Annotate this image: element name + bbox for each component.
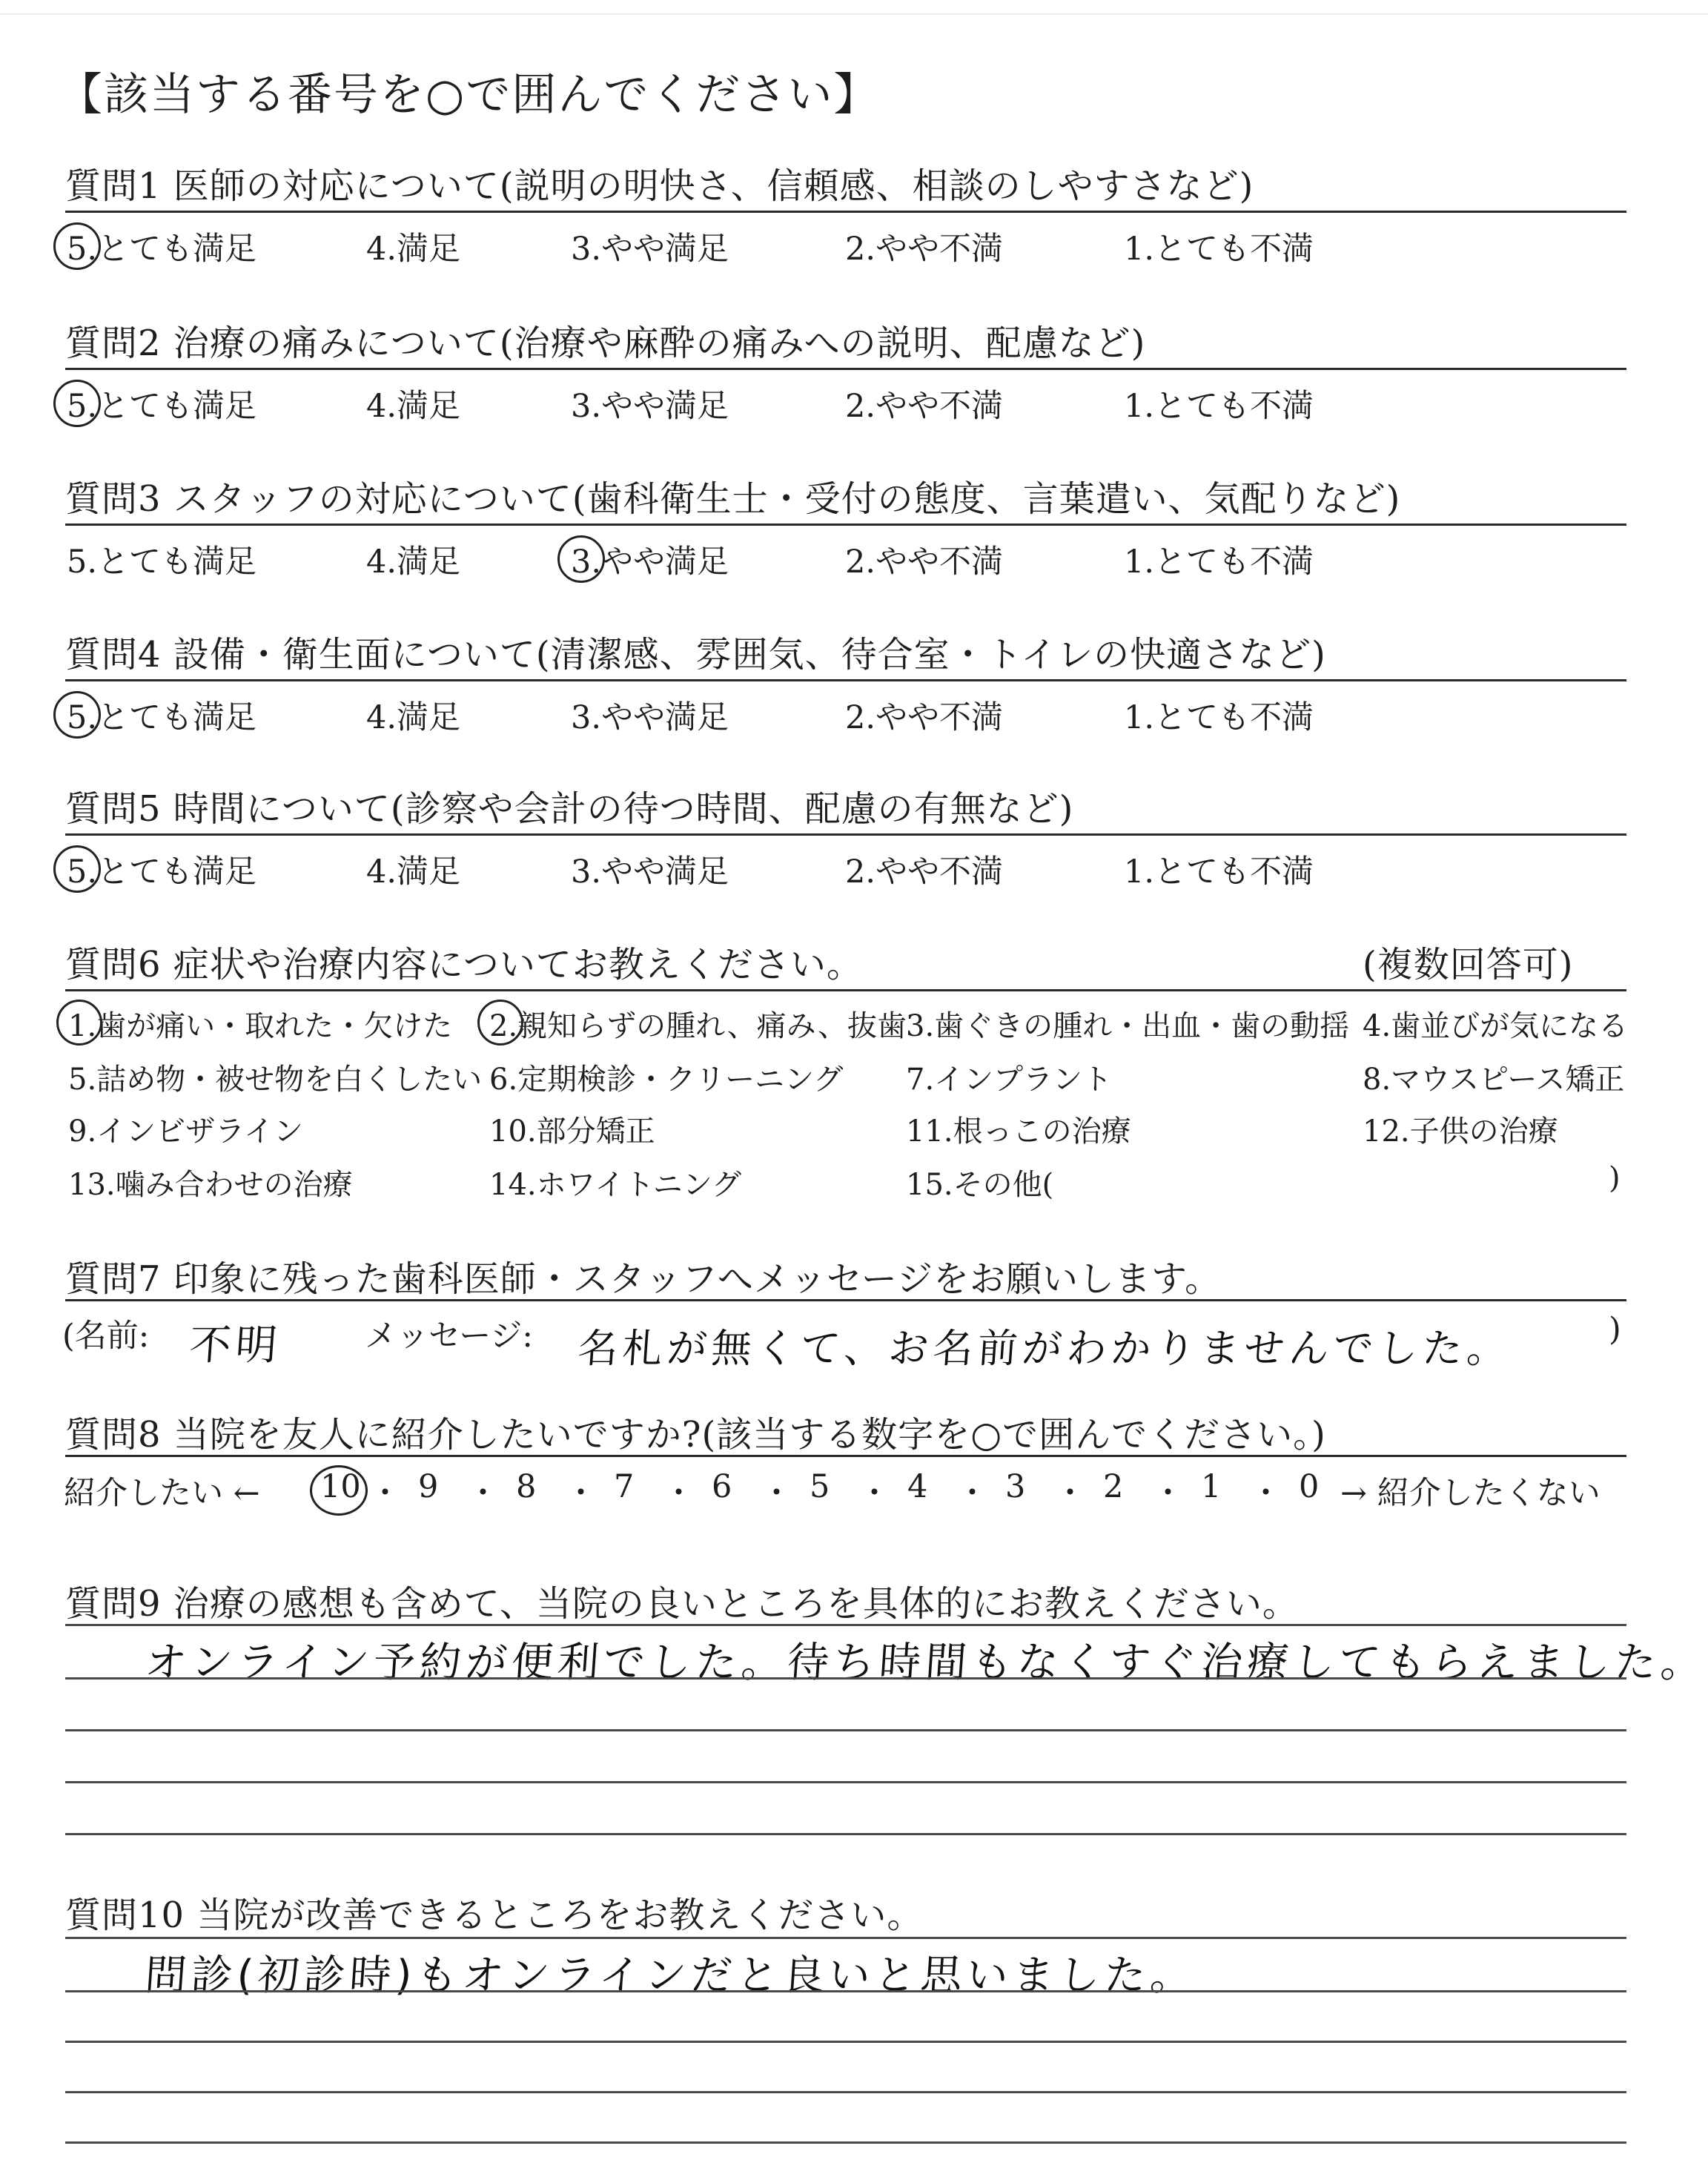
q6-label: 質問6 症状や治療内容についてお教えください。: [65, 944, 863, 985]
q6-rule: [65, 989, 1626, 991]
q8-scale-0[interactable]: 0: [1299, 1468, 1320, 1505]
q2-option-5[interactable]: 5.とても満足: [67, 388, 257, 425]
q2-option-3[interactable]: 3.やや満足: [571, 388, 729, 425]
q9-rule-5: [65, 1833, 1626, 1835]
q5-selection-circle: [53, 845, 101, 893]
q5-label: 質問5 時間について(診察や会計の待つ時間、配慮の有無など): [65, 788, 1074, 830]
q3-selection-circle: [557, 535, 605, 583]
q3-option-5[interactable]: 5.とても満足: [67, 544, 257, 581]
q8-scale-separator: ・: [1054, 1475, 1086, 1512]
q10-rule-3: [65, 2041, 1626, 2043]
q9-answer: オンライン予約が便利でした。待ち時間もなくすぐ治療してもらえました。: [143, 1639, 1708, 1687]
q8-scale-10[interactable]: 10: [320, 1468, 361, 1505]
q1-option-1[interactable]: 1.とても不満: [1124, 231, 1314, 268]
q8-scale-8[interactable]: 8: [516, 1468, 537, 1505]
scan-edge: [0, 13, 1708, 15]
q5-option-1[interactable]: 1.とても不満: [1124, 853, 1314, 891]
q7-close-paren: ): [1609, 1311, 1621, 1348]
q6-item-7[interactable]: 7.インプラント: [906, 1063, 1113, 1097]
q1-selection-circle: [53, 222, 101, 270]
q5-option-2[interactable]: 2.やや不満: [845, 853, 1004, 891]
q2-label: 質問2 治療の痛みについて(治療や麻酔の痛みへの説明、配慮など): [65, 323, 1146, 364]
q8-scale-separator: ・: [369, 1475, 401, 1512]
q8-scale-separator: ・: [663, 1475, 695, 1512]
q5-option-3[interactable]: 3.やや満足: [571, 853, 729, 891]
q6-item-9[interactable]: 9.インビザライン: [68, 1114, 303, 1149]
q6-item-12[interactable]: 12.子供の治療: [1363, 1114, 1558, 1149]
q8-scale-5[interactable]: 5: [810, 1468, 830, 1505]
q8-left-label: 紹介したい ←: [64, 1475, 260, 1512]
q6-item-10[interactable]: 10.部分矯正: [489, 1114, 655, 1149]
q10-answer: 問診(初診時)もオンラインだと良いと思いました。: [143, 1952, 1198, 2000]
q2-option-4[interactable]: 4.満足: [366, 388, 461, 425]
q3-option-2[interactable]: 2.やや不満: [845, 544, 1004, 581]
q6-item-15[interactable]: 15.その他(: [906, 1168, 1054, 1202]
q9-label: 質問9 治療の感想も含めて、当院の良いところを具体的にお教えください。: [65, 1583, 1299, 1625]
q8-scale-separator: ・: [858, 1475, 890, 1512]
q1-rule: [65, 211, 1626, 213]
q8-scale-separator: ・: [1152, 1475, 1184, 1512]
q8-scale-separator: ・: [761, 1475, 792, 1512]
q4-selection-circle: [53, 691, 101, 739]
q8-scale-4[interactable]: 4: [907, 1468, 928, 1505]
q6-item-8[interactable]: 8.マウスピース矯正: [1363, 1063, 1625, 1097]
q7-message-value: 名札が無くて、お名前がわかりませんでした。: [576, 1325, 1513, 1372]
q6-item-3[interactable]: 3.歯ぐきの腫れ・出血・歯の動揺: [906, 1009, 1350, 1043]
q3-rule: [65, 524, 1626, 526]
q6-item-1[interactable]: 1.歯が痛い・取れた・欠けた: [68, 1009, 453, 1043]
q8-scale-2[interactable]: 2: [1103, 1468, 1124, 1505]
q2-rule: [65, 368, 1626, 370]
q10-rule-2: [65, 1990, 1626, 1992]
q5-option-5[interactable]: 5.とても満足: [67, 853, 257, 891]
q8-label: 質問8 当院を友人に紹介したいですか?(該当する数字を○で囲んでください。): [65, 1414, 1326, 1456]
q8-right-label: → 紹介したくない: [1340, 1475, 1601, 1512]
q6-item-11[interactable]: 11.根っこの治療: [906, 1114, 1131, 1149]
q8-scale-6[interactable]: 6: [712, 1468, 732, 1505]
q4-option-5[interactable]: 5.とても満足: [67, 699, 257, 736]
q4-option-4[interactable]: 4.満足: [366, 699, 461, 736]
q7-label: 質問7 印象に残った歯科医師・スタッフへメッセージをお願いします。: [65, 1258, 1222, 1300]
q10-rule-5: [65, 2141, 1626, 2144]
q9-rule-2: [65, 1677, 1626, 1680]
q6-item-4[interactable]: 4.歯並びが気になる: [1363, 1009, 1629, 1043]
q4-option-2[interactable]: 2.やや不満: [845, 699, 1004, 736]
q9-rule-4: [65, 1781, 1626, 1783]
q8-scale-9[interactable]: 9: [418, 1468, 439, 1505]
page-title: 【該当する番号を○で囲んでください】: [58, 69, 880, 121]
q5-rule: [65, 833, 1626, 836]
q8-scale-separator: ・: [467, 1475, 499, 1512]
q2-option-2[interactable]: 2.やや不満: [845, 388, 1004, 425]
q4-rule: [65, 679, 1626, 681]
q6-selection-circle-2: [477, 1000, 523, 1046]
q2-option-1[interactable]: 1.とても不満: [1124, 388, 1314, 425]
q6-item-2[interactable]: 2.親知らずの腫れ、痛み、抜歯: [489, 1009, 907, 1043]
q9-rule-1: [65, 1624, 1626, 1626]
q7-rule: [65, 1299, 1626, 1301]
q6-item-5[interactable]: 5.詰め物・被せ物を白くしたい: [68, 1063, 483, 1097]
q9-rule-3: [65, 1729, 1626, 1731]
q4-option-3[interactable]: 3.やや満足: [571, 699, 729, 736]
q8-scale-separator: ・: [1250, 1475, 1282, 1512]
q6-note: (複数回答可): [1363, 944, 1574, 985]
q8-scale-separator: ・: [956, 1475, 988, 1512]
q1-option-3[interactable]: 3.やや満足: [571, 231, 729, 268]
q6-item-6[interactable]: 6.定期検診・クリーニング: [489, 1063, 844, 1097]
q8-scale-1[interactable]: 1: [1201, 1468, 1222, 1505]
q8-rule: [65, 1455, 1626, 1457]
q4-option-1[interactable]: 1.とても不満: [1124, 699, 1314, 736]
q5-option-4[interactable]: 4.満足: [366, 853, 461, 891]
q2-selection-circle: [53, 380, 101, 427]
q3-option-3[interactable]: 3.やや満足: [571, 544, 729, 581]
q6-selection-circle-1: [56, 1000, 102, 1046]
q8-selection-circle: [310, 1465, 368, 1516]
q4-label: 質問4 設備・衛生面について(清潔感、雰囲気、待合室・トイレの快適さなど): [65, 634, 1326, 676]
q7-message-label: メッセージ:: [365, 1318, 533, 1355]
q8-scale-7[interactable]: 7: [614, 1468, 635, 1505]
q8-scale-3[interactable]: 3: [1005, 1468, 1026, 1505]
q10-rule-1: [65, 1937, 1626, 1939]
q10-label: 質問10 当院が改善できるところをお教えください。: [65, 1895, 924, 1936]
q3-label: 質問3 スタッフの対応について(歯科衛生士・受付の態度、言葉遣い、気配りなど): [65, 478, 1401, 520]
q1-option-2[interactable]: 2.やや不満: [845, 231, 1004, 268]
q6-item-14[interactable]: 14.ホワイトニング: [489, 1168, 742, 1202]
q10-rule-4: [65, 2091, 1626, 2093]
q6-item-13[interactable]: 13.噛み合わせの治療: [68, 1168, 353, 1202]
q8-scale-separator: ・: [565, 1475, 597, 1512]
q3-option-4[interactable]: 4.満足: [366, 544, 461, 581]
q3-option-1[interactable]: 1.とても不満: [1124, 544, 1314, 581]
q1-option-4[interactable]: 4.満足: [366, 231, 461, 268]
q7-name-value: 不明: [188, 1321, 283, 1370]
q1-option-5[interactable]: 5.とても満足: [67, 231, 257, 268]
q6-other-close: ): [1609, 1161, 1621, 1195]
q1-label: 質問1 医師の対応について(説明の明快さ、信頼感、相談のしやすさなど): [65, 165, 1254, 207]
q7-name-label: (名前:: [62, 1318, 150, 1355]
